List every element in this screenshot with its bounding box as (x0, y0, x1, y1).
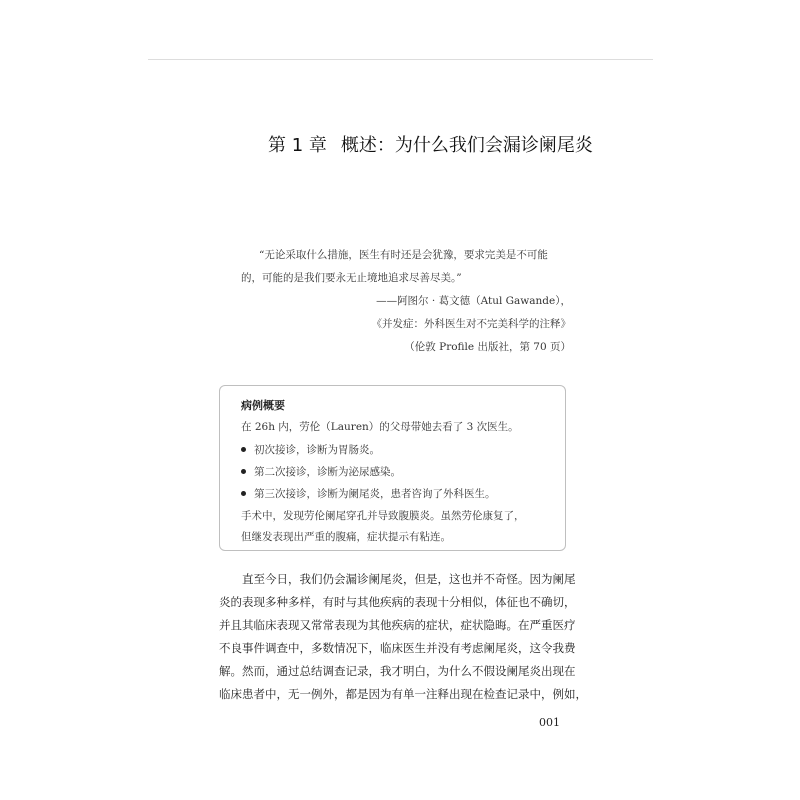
chapter-number: 第 1 章 (268, 135, 327, 156)
body-line: 并且其临床表现又常常表现为其他疾病的症状，症状隐晦。在严重医疗 (219, 618, 576, 632)
epigraph-publisher: （伦敦 Profile 出版社，第 70 页） (404, 341, 571, 353)
case-summary-box (219, 385, 566, 551)
epigraph-author: ——阿图尔 · 葛文德（Atul Gawande）， (376, 295, 571, 307)
bullet-dot-icon (241, 491, 246, 496)
body-line: 临床患者中，无一例外，都是因为有单一注释出现在检查记录中，例如， (219, 687, 587, 701)
header-rule (148, 59, 653, 60)
case-summary-intro: 在 26h 内，劳伦（Lauren）的父母带她去看了 3 次医生。 (241, 421, 519, 433)
body-line: 炎的表现多种多样，有时与其他疾病的表现十分相似，体征也不确切， (219, 595, 576, 609)
body-paragraph (219, 568, 587, 706)
case-bullet-item (241, 464, 401, 479)
body-line: 直至今日，我们仍会漏诊阑尾炎，但是，这也并不奇怪。因为阑尾 (242, 572, 576, 586)
bullet-dot-icon (241, 469, 246, 474)
body-line: 解。然而，通过总结调查记录，我才明白，为什么不假设阑尾炎出现在 (219, 664, 576, 678)
case-bullet-item (241, 486, 496, 501)
epigraph-line-2: 的，可能的是我们要永无止境地追求尽善尽美。” (241, 272, 462, 284)
case-outcome-line-2: 但继发表现出严重的腹痛，症状提示有粘连。 (241, 531, 451, 543)
epigraph-book: 《并发症：外科医生对不完美科学的注释》 (371, 318, 571, 330)
bullet-dot-icon (241, 447, 246, 452)
chapter-heading (268, 133, 593, 159)
epigraph-line-1: “无论采取什么措施，医生有时还是会犹豫，要求完美是不可能 (259, 249, 548, 261)
body-line: 不良事件调查中，多数情况下，临床医生并没有考虑阑尾炎，这令我费 (219, 641, 576, 655)
page-number: 001 (539, 716, 560, 729)
case-summary-title: 病例概要 (241, 399, 285, 412)
case-outcome-line-1: 手术中，发现劳伦阑尾穿孔并导致腹膜炎。虽然劳伦康复了， (241, 510, 525, 522)
case-bullet-text: 第二次接诊，诊断为泌尿感染。 (254, 466, 401, 478)
case-bullet-text: 第三次接诊，诊断为阑尾炎，患者咨询了外科医生。 (254, 488, 496, 500)
case-bullet-item (241, 442, 380, 457)
chapter-title: 概述：为什么我们会漏诊阑尾炎 (340, 135, 593, 156)
case-bullet-text: 初次接诊，诊断为胃肠炎。 (254, 444, 380, 456)
epigraph (241, 244, 571, 359)
